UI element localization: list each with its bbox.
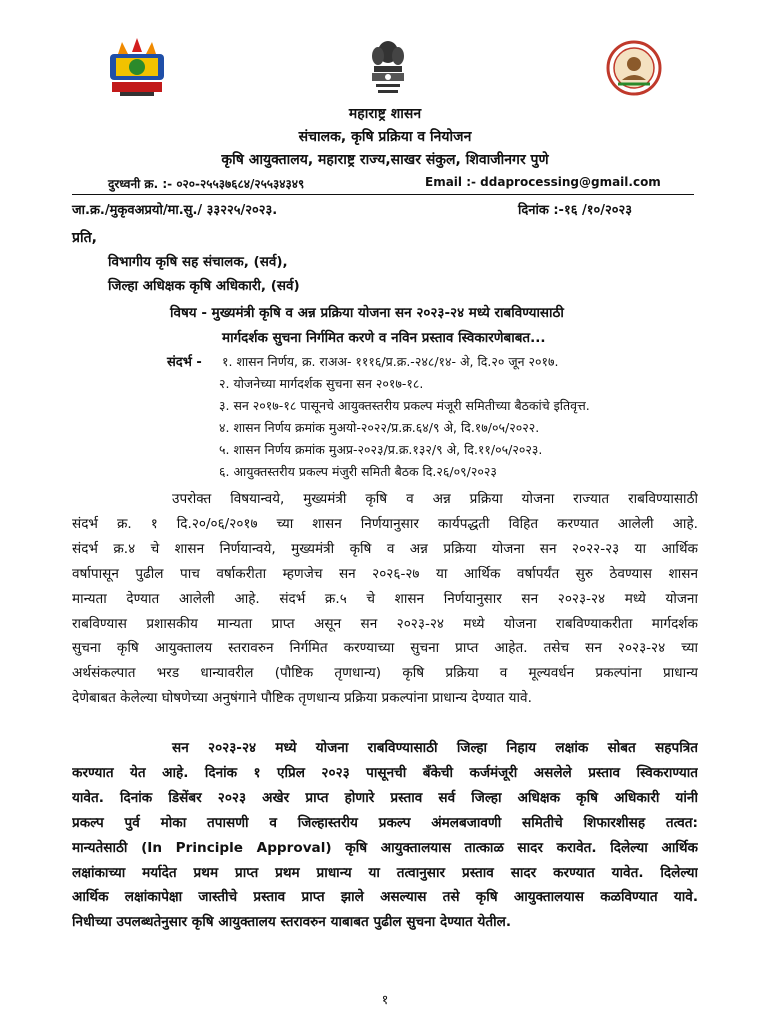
body-paragraph-2 <box>72 736 698 935</box>
header-divider <box>72 194 694 195</box>
letter-date: दिनांक :-१६ /१०/२०२३ <box>518 203 633 218</box>
paragraph-line: देणेबाबत केलेल्या घोषणेच्या अनुषंगाने पौष्टिक तृणधान्य प्रक्रिया प्रकल्पांना प्राधान्य देण्यात यावे. <box>72 690 532 707</box>
ashoka-emblem-icon <box>368 38 408 96</box>
page-number: १ <box>381 993 389 1008</box>
paragraph-line: आर्थिक लक्षांकापेक्षा जास्तीचे प्रस्ताव प्राप्त झाले असल्यास तसे कृषि आयुक्तालयास कळविण्यात यावे. <box>72 889 698 906</box>
addressee-line-1: विभागीय कृषि सह संचालक, (सर्व), <box>108 254 288 270</box>
paragraph-line: लक्षांकाच्या मर्यादेत प्रथम प्राप्त प्रथम प्राधान्य या तत्वानुसार प्रस्ताव सादर करण्यात यावेत. दिलेल्या <box>72 864 698 881</box>
subject-line-1: विषय - मुख्यमंत्री कृषि व अन्न प्रक्रिया योजना सन २०२३-२४ मध्ये राबविण्यासाठी <box>170 305 564 321</box>
paragraph-line: प्रकल्प पुर्व मोका तपासणी व जिल्हास्तरीय प्रकल्प अंमलबजावणी समितीचे शिफारशीसह तत्वत: <box>72 814 698 831</box>
paragraph-line: यावेत. दिनांक डिसेंबर २०२३ अखेर प्राप्त होणारे प्रस्ताव सर्व जिल्हा अधिक्षक कृषि अधिकारी यांनी <box>72 789 698 806</box>
paragraph-line: वर्षापासून पुढील पाच वर्षाकरीता म्हणजेच सन २०२६-२७ या आर्थिक वर्षापर्यंत सुरु ठेवण्यास शासन <box>72 565 698 582</box>
reference-number: जा.क्र./मुकृवअप्रयो/मा.सु./ ३३२२५/२०२३. <box>72 203 278 218</box>
reference-item: ६. आयुक्तस्तरीय प्रकल्प मंजुरी समिती बैठक दि.२६/०९/२०२३ <box>219 464 497 479</box>
maharashtra-agriculture-emblem-logo <box>106 34 168 98</box>
body-paragraph-1 <box>72 487 698 711</box>
government-title: महाराष्ट्र शासन <box>348 106 422 122</box>
phone-number: दुरध्वनी क्र. :- ०२०-२५५३७६८४/२५५३४३४९ <box>108 177 305 191</box>
paragraph-line: निधीच्या उपलब्धतेनुसार कृषि आयुक्तालय स्तरावरुन याबाबत पुढील सुचना देण्यात येतील. <box>72 914 512 931</box>
reference-item: १. शासन निर्णय, क्र. राअअ- १११६/प्र.क्र.-२४८/१४- अे, दि.२० जून २०१७. <box>222 354 559 369</box>
paragraph-line: अर्थसंकल्पात भरड धान्यावरील (पौष्टिक तृणधान्य) कृषि प्रक्रिया व मूल्यवर्धन प्रकल्पांना प्राधान्य <box>72 665 698 682</box>
office-address: कृषि आयुक्तालय, महाराष्ट्र राज्य,साखर संकुल, शिवाजीनगर पुणे <box>221 152 549 168</box>
addressee-line-2: जिल्हा अधिक्षक कृषि अधिकारी, (सर्व) <box>108 278 300 294</box>
paragraph-line: मान्यता देण्यात आलेली आहे. संदर्भ क्र.५ चे शासन निर्णयानुसार सन २०२३-२४ मध्ये योजना <box>72 590 698 607</box>
office-title: संचालक, कृषि प्रक्रिया व नियोजन <box>298 129 472 145</box>
paragraph-line: सन २०२३-२४ मध्ये योजना राबविण्यासाठी जिल्हा निहाय लक्षांक सोबत सहपत्रित <box>172 740 698 756</box>
reference-item: ५. शासन निर्णय क्रमांक मुअप्र-२०२३/प्र.क्र.१३२/९ अे, दि.११/०५/२०२३. <box>219 442 543 457</box>
references-label: संदर्भ - <box>167 355 202 370</box>
paragraph-line: संदर्भ क्र. १ दि.२०/०६/२०१७ च्या शासन निर्णयानुसार कार्यपद्धती विहित करण्यात आलेली आहे. <box>72 515 698 532</box>
reference-item: ३. सन २०१७-१८ पासूनचे आयुक्तस्तरीय प्रकल्प मंजूरी समितीच्या बैठकांचे इतिवृत्त. <box>219 398 590 413</box>
paragraph-line: सुचना कृषि आयुक्तालय स्तरावरुन निर्गमित करण्याच्या सुचना प्राप्त आहेत. तसेच सन २०२३-२४ च्या <box>72 640 698 657</box>
addressee-salutation: प्रति, <box>72 230 97 246</box>
paragraph-line: करण्यात येत आहे. दिनांक १ एप्रिल २०२३ पासूनची बँकेची कर्जमंजूरी असलेले प्रस्ताव स्विकराण्यात <box>72 764 698 781</box>
paragraph-line: संदर्भ क्र.४ चे शासन निर्णयान्वये, मुख्यमंत्री कृषि व अन्न प्रक्रिया योजना सन २०२२-२३ या आर्थिक <box>72 540 698 557</box>
reference-item: ४. शासन निर्णय क्रमांक मुअयो-२०२२/प्र.क्र.६४/९ अे, दि.१७/०५/२०२२. <box>219 420 540 435</box>
paragraph-line: राबविण्यास प्रशासकीय मान्यता प्राप्त असून सन २०२३-२४ मध्ये योजना राबविण्याकरीता मार्गदर्शक <box>72 615 698 632</box>
reference-item: २. योजनेच्या मार्गदर्शक सुचना सन २०१७-१८. <box>219 376 424 391</box>
subject-line-2: मार्गदर्शक सुचना निर्गमित करणे व नविन प्रस्ताव स्विकारणेबाबत... <box>222 330 546 346</box>
paragraph-line: उपरोक्त विषयान्वये, मुख्यमंत्री कृषि व अन्न प्रक्रिया योजना राज्यात राबविण्यासाठी <box>172 491 698 507</box>
paragraph-line: मान्यतेसाठी (In Principle Approval) कृषि आयुक्तालयास तात्काळ सादर करावेत. दिलेल्या आर्थिक <box>72 839 698 856</box>
email-address: Email :- ddaprocessing@gmail.com <box>425 175 661 189</box>
agriculture-department-seal-logo <box>606 40 662 96</box>
